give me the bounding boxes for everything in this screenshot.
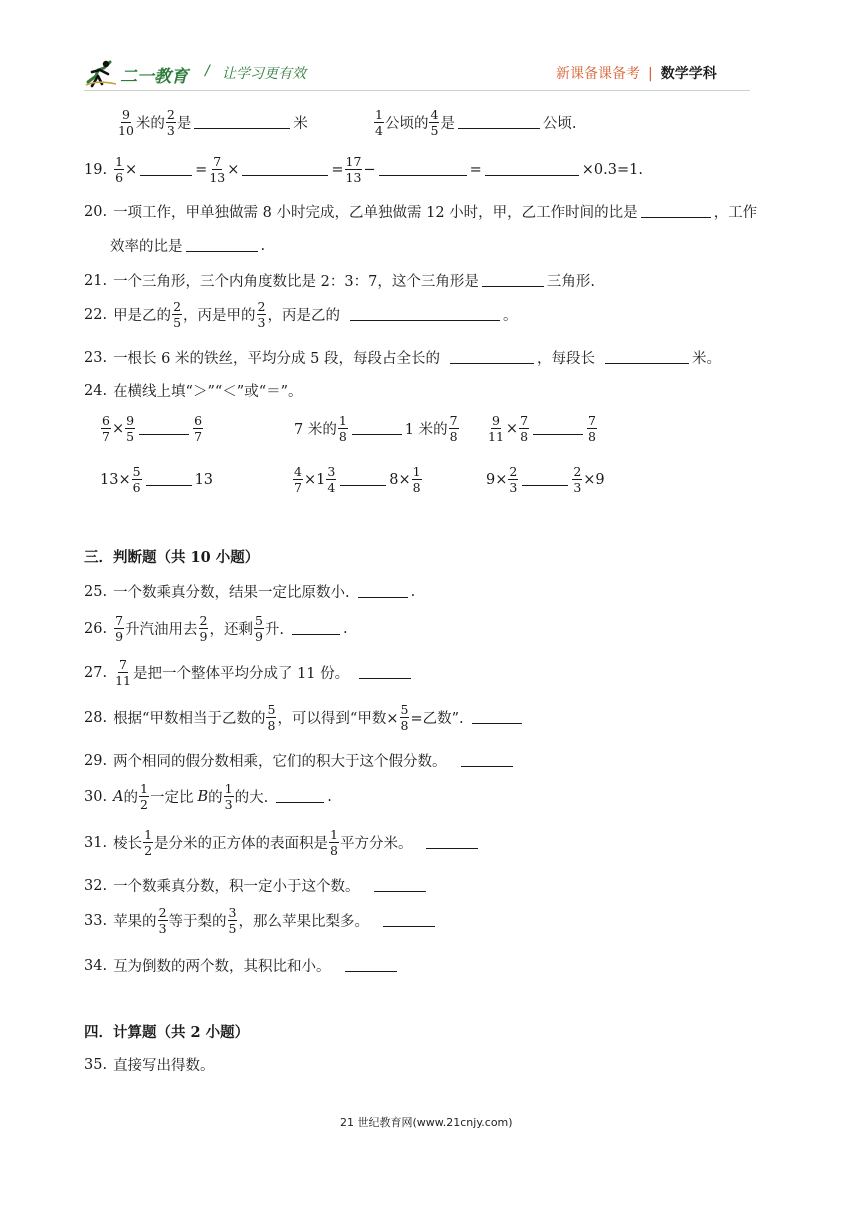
answer-blank[interactable] <box>140 163 192 176</box>
text-segment: 13 <box>194 471 214 488</box>
fraction-denominator: 4 <box>327 480 336 495</box>
text-segment: × <box>111 420 125 437</box>
fraction-numerator: 5 <box>400 702 409 717</box>
fraction-numerator: 1 <box>140 781 148 796</box>
fraction-denominator: 3 <box>158 921 167 936</box>
text-segment: 是 <box>176 116 192 132</box>
text-segment: 直接写出得数。 <box>113 1058 215 1074</box>
text-segment: . <box>327 788 332 805</box>
fraction-numerator: 1 <box>338 413 347 428</box>
fraction-denominator: 3 <box>257 315 266 330</box>
answer-blank[interactable] <box>276 790 324 803</box>
fraction-numerator: 9 <box>121 107 130 122</box>
fraction-2-3 <box>166 108 176 137</box>
section-title-4: 四．计算题（共 2 小题） <box>84 1024 250 1041</box>
runner-logo-icon <box>84 58 118 88</box>
text-segment: 升. <box>264 622 285 638</box>
text-segment: 一项工作，甲单独做需 8 小时完成，乙单独做需 12 小时，甲，乙工作时间的比是 <box>113 205 638 221</box>
text-segment: 19. <box>84 161 108 178</box>
fraction-denominator: 2 <box>140 797 148 812</box>
text-segment: 33. <box>84 912 108 929</box>
text-segment: 是 <box>440 116 455 132</box>
question-30 <box>84 782 332 811</box>
logo <box>84 58 194 88</box>
fraction-4-5 <box>429 108 439 137</box>
text-segment: ，那么苹果比梨多。 <box>238 914 369 930</box>
text-segment: = <box>195 161 208 178</box>
text-segment: . <box>260 237 266 254</box>
text-segment: 效率的比是 <box>110 239 183 255</box>
text-segment: ，丙是乙的 <box>267 308 340 324</box>
section-title-3: 三．判断题（共 10 小题） <box>84 549 260 566</box>
fraction-numerator: 3 <box>228 905 237 920</box>
answer-blank[interactable] <box>472 711 522 724</box>
slogan: 让学习更有效 <box>222 66 306 82</box>
text-segment: 的 <box>208 790 223 806</box>
answer-blank[interactable] <box>458 116 540 129</box>
header-subject: 数学学科 <box>660 66 717 82</box>
fraction-denominator: 13 <box>345 170 362 185</box>
answer-blank[interactable] <box>641 205 711 218</box>
fraction-numerator: 1 <box>412 464 421 479</box>
text-segment: 根据“甲数相当于乙数的 <box>113 711 266 727</box>
question-21 <box>84 270 595 291</box>
fraction-denominator: 8 <box>412 480 421 495</box>
text-segment: 两个相同的假分数相乘，它们的积大于这个假分数。 <box>113 754 447 770</box>
answer-blank[interactable] <box>383 914 435 927</box>
fraction-1-8 <box>338 414 348 443</box>
answer-blank[interactable] <box>461 754 513 767</box>
answer-blank[interactable] <box>374 879 426 892</box>
fraction-denominator: 10 <box>118 123 134 138</box>
fraction-numerator: 5 <box>132 464 141 479</box>
text-segment: 一个三角形，三个内角度数比是 2：3：7，这个三角形是 <box>113 274 479 290</box>
fraction-denominator: 8 <box>449 429 458 444</box>
fraction-denominator: 3 <box>166 123 175 138</box>
text-segment: × <box>227 161 240 178</box>
q24-item-4 <box>100 465 213 494</box>
answer-blank[interactable] <box>194 116 290 129</box>
fraction-4-7 <box>293 465 303 494</box>
fraction-numerator: 4 <box>294 464 302 479</box>
fraction-1-6 <box>114 155 124 184</box>
answer-blank[interactable] <box>450 351 534 364</box>
text-segment: 24. <box>84 382 108 399</box>
text-segment: 22. <box>84 306 108 323</box>
question-24 <box>84 380 303 401</box>
fraction-6-7 <box>101 414 111 443</box>
fraction-denominator: 8 <box>330 843 338 858</box>
slogan-separator: / <box>205 63 210 79</box>
text-segment: 米的 <box>135 116 165 132</box>
fraction-numerator: 7 <box>115 613 124 628</box>
fraction-denominator: 7 <box>102 429 110 444</box>
header-rule <box>84 90 750 91</box>
fraction-7-8 <box>449 414 459 443</box>
text-segment: 13× <box>100 471 131 488</box>
q24-item-6 <box>486 465 605 494</box>
text-segment: =乙数”. <box>410 711 464 727</box>
question-20 <box>84 201 757 222</box>
text-segment: 28. <box>84 709 108 726</box>
fraction-denominator: 3 <box>509 480 518 495</box>
fraction-1-8 <box>412 465 422 494</box>
fraction-numerator: 1 <box>224 781 233 796</box>
answer-blank[interactable] <box>379 163 467 176</box>
text-segment: 20. <box>84 203 108 220</box>
answer-blank[interactable] <box>359 666 411 679</box>
text-segment: 34. <box>84 957 108 974</box>
text-segment: 米。 <box>691 351 721 367</box>
question-35 <box>84 1054 215 1075</box>
answer-blank[interactable] <box>358 585 408 598</box>
answer-blank[interactable] <box>242 163 328 176</box>
fraction-numerator: 2 <box>573 464 582 479</box>
compare-blank[interactable] <box>352 422 402 435</box>
fraction-numerator: 5 <box>267 702 276 717</box>
question-31 <box>84 828 481 857</box>
fraction-numerator: 7 <box>213 154 222 169</box>
question-32 <box>84 875 429 896</box>
fraction-1-8 <box>329 828 339 857</box>
fraction-denominator: 5 <box>126 429 135 444</box>
fraction-numerator: 3 <box>327 464 336 479</box>
text-segment: . <box>343 620 348 637</box>
text-segment: ，丙是甲的 <box>183 308 256 324</box>
fraction-7-8 <box>587 414 597 443</box>
text-segment: 公顷. <box>542 116 577 132</box>
text-segment: = <box>331 161 344 178</box>
q24-item-2 <box>294 414 460 443</box>
fraction-numerator: 1 <box>375 107 383 122</box>
question-34 <box>84 955 400 976</box>
compare-blank[interactable] <box>340 473 386 486</box>
fraction-numerator: 1 <box>330 827 338 842</box>
fraction-denominator: 7 <box>294 480 302 495</box>
text-segment: 一定比 <box>150 790 194 806</box>
q18-part2 <box>373 108 577 137</box>
fraction-denominator: 8 <box>267 718 276 733</box>
answer-blank[interactable] <box>482 274 544 287</box>
fraction-2-3 <box>508 465 518 494</box>
compare-blank[interactable] <box>522 473 568 486</box>
question-22 <box>84 300 517 329</box>
fraction-denominator: 9 <box>199 629 208 644</box>
q24-item-1 <box>100 414 204 443</box>
question-27 <box>84 658 414 687</box>
text-segment: 23. <box>84 349 108 366</box>
text-segment: . <box>410 583 416 600</box>
text-segment: 平方分米。 <box>339 836 413 852</box>
text-segment: 。 <box>502 308 518 324</box>
fraction-7-13 <box>208 155 226 184</box>
text-segment: 30. <box>84 788 108 805</box>
footer: 21 世纪教育网(www.21cnjy.com) <box>340 1116 513 1129</box>
text-segment: − <box>363 161 376 178</box>
q18-part1 <box>116 108 308 137</box>
text-segment: 棱长 <box>113 836 143 852</box>
answer-blank[interactable] <box>426 836 478 849</box>
text-segment: 31. <box>84 834 108 851</box>
fraction-numerator: 9 <box>126 413 135 428</box>
text-segment: 是分米的正方体的表面积是 <box>154 836 329 852</box>
text-segment: 一个数乘真分数，结果一定比原数小. <box>113 585 350 601</box>
fraction-denominator: 2 <box>144 843 153 858</box>
text-segment: 21. <box>84 272 108 289</box>
fraction-denominator: 9 <box>254 629 263 644</box>
fraction-6-7 <box>193 414 203 443</box>
fraction-9-11 <box>487 414 505 443</box>
fraction-5-6 <box>132 465 142 494</box>
question-29 <box>84 750 516 771</box>
fraction-denominator: 5 <box>430 123 439 138</box>
fraction-denominator: 5 <box>228 921 237 936</box>
fraction-numerator: 1 <box>144 827 153 842</box>
q24-item-5 <box>292 465 423 494</box>
text-segment: 29. <box>84 752 108 769</box>
fraction-numerator: 2 <box>158 905 167 920</box>
answer-blank[interactable] <box>605 351 689 364</box>
fraction-denominator: 9 <box>115 629 124 644</box>
question-28 <box>84 703 525 732</box>
fraction-numerator: 17 <box>345 154 362 169</box>
fraction-1-4 <box>374 108 384 137</box>
fraction-3-4 <box>326 465 336 494</box>
fraction-7-11 <box>114 658 132 687</box>
text-segment: 甲是乙的 <box>113 308 172 324</box>
text-segment: ×1 <box>303 471 326 488</box>
question-25 <box>84 581 415 602</box>
logo-text: 二一教育 <box>120 67 188 87</box>
text-segment: 三角形. <box>546 274 595 290</box>
fraction-9-10 <box>117 108 135 137</box>
text-segment: 26. <box>84 620 108 637</box>
text-segment: 1 米的 <box>404 422 448 438</box>
text-segment: ，还剩 <box>209 622 253 638</box>
fraction-denominator: 5 <box>173 315 182 330</box>
text-segment: 在横线上填“＞”“＜”或“＝”。 <box>113 384 303 400</box>
question-33 <box>84 906 438 935</box>
fraction-numerator: 7 <box>119 657 127 672</box>
fraction-denominator: 7 <box>194 429 203 444</box>
fraction-denominator: 6 <box>132 480 141 495</box>
fraction-2-5 <box>172 300 182 329</box>
text-segment: B <box>197 788 209 805</box>
fraction-7-8 <box>519 414 529 443</box>
question-23 <box>84 347 721 368</box>
fraction-1-2 <box>139 782 149 811</box>
fraction-5-8 <box>266 703 276 732</box>
fraction-5-9 <box>254 614 264 643</box>
fraction-denominator: 4 <box>375 123 383 138</box>
compare-blank[interactable] <box>533 422 583 435</box>
question-20-cont <box>110 235 265 256</box>
text-segment: 升汽油用去 <box>125 622 198 638</box>
fraction-numerator: 4 <box>430 107 439 122</box>
fraction-denominator: 8 <box>520 429 529 444</box>
fraction-1-3 <box>224 782 234 811</box>
text-segment: 9× <box>486 471 508 488</box>
fraction-denominator: 11 <box>488 429 504 444</box>
fraction-numerator: 2 <box>199 613 208 628</box>
fraction-numerator: 2 <box>257 299 266 314</box>
text-segment: = <box>469 161 482 178</box>
text-segment: ，每段长 <box>536 351 595 367</box>
fraction-7-9 <box>114 614 124 643</box>
text-segment: × <box>505 420 519 437</box>
fraction-2-3 <box>572 465 582 494</box>
header-separator: | <box>648 66 653 82</box>
text-segment: ×0.3=1. <box>581 161 643 178</box>
fraction-2-3 <box>158 906 168 935</box>
header-right <box>556 63 717 83</box>
answer-blank[interactable] <box>350 308 500 321</box>
text-segment: 一个数乘真分数，积一定小于这个数。 <box>113 879 360 895</box>
fraction-numerator: 5 <box>254 613 263 628</box>
text-segment: 米 <box>293 116 308 132</box>
text-segment: ×9 <box>583 471 605 488</box>
text-segment: 的大. <box>234 790 269 806</box>
text-segment: 32. <box>84 877 108 894</box>
fraction-denominator: 3 <box>573 480 582 495</box>
fraction-numerator: 9 <box>491 413 500 428</box>
text-segment: A <box>113 788 124 805</box>
fraction-numerator: 2 <box>173 299 182 314</box>
fraction-numerator: 6 <box>194 413 203 428</box>
fraction-denominator: 6 <box>115 170 124 185</box>
fraction-denominator: 8 <box>588 429 596 444</box>
text-segment: 27. <box>84 664 108 681</box>
fraction-numerator: 7 <box>520 413 529 428</box>
text-segment: 公顷的 <box>384 116 429 132</box>
fraction-numerator: 6 <box>102 413 110 428</box>
fraction-numerator: 2 <box>509 464 518 479</box>
fraction-denominator: 8 <box>400 718 409 733</box>
compare-blank[interactable] <box>139 422 189 435</box>
text-segment: 等于梨的 <box>168 914 227 930</box>
question-19 <box>84 155 643 184</box>
fraction-3-5 <box>228 906 238 935</box>
fraction-17-13 <box>345 155 363 184</box>
fraction-5-8 <box>400 703 410 732</box>
fraction-denominator: 8 <box>338 429 347 444</box>
text-segment: 是把一个整体平均分成了 11 份。 <box>132 666 350 682</box>
text-segment: × <box>125 161 138 178</box>
answer-blank[interactable] <box>186 239 258 252</box>
text-segment: 8× <box>389 471 411 488</box>
text-segment: 7 米的 <box>294 422 337 438</box>
fraction-denominator: 3 <box>224 797 233 812</box>
fraction-numerator: 1 <box>115 154 124 169</box>
answer-blank[interactable] <box>292 622 340 635</box>
fraction-2-9 <box>199 614 209 643</box>
answer-blank[interactable] <box>485 163 579 176</box>
fraction-denominator: 11 <box>115 673 131 688</box>
fraction-9-5 <box>125 414 135 443</box>
text-segment: 一根长 6 米的铁丝，平均分成 5 段，每段占全长的 <box>113 351 440 367</box>
question-26 <box>84 614 348 643</box>
text-segment: 的 <box>123 790 139 806</box>
text-segment: 35. <box>84 1056 108 1073</box>
fraction-1-2 <box>143 828 153 857</box>
header-tagline: 新课备课备考 <box>556 66 640 82</box>
q24-item-3 <box>486 414 598 443</box>
fraction-numerator: 2 <box>166 107 175 122</box>
text-segment: 互为倒数的两个数，其积比和小。 <box>113 959 331 975</box>
fraction-denominator: 13 <box>209 170 226 185</box>
fraction-2-3 <box>257 300 267 329</box>
compare-blank[interactable] <box>146 473 192 486</box>
answer-blank[interactable] <box>345 959 397 972</box>
text-segment: 25. <box>84 583 108 600</box>
fraction-numerator: 7 <box>588 413 596 428</box>
fraction-numerator: 7 <box>449 413 458 428</box>
text-segment: ，可以得到“甲数× <box>277 711 399 727</box>
text-segment: ，工作 <box>713 205 758 221</box>
text-segment: 苹果的 <box>113 914 157 930</box>
